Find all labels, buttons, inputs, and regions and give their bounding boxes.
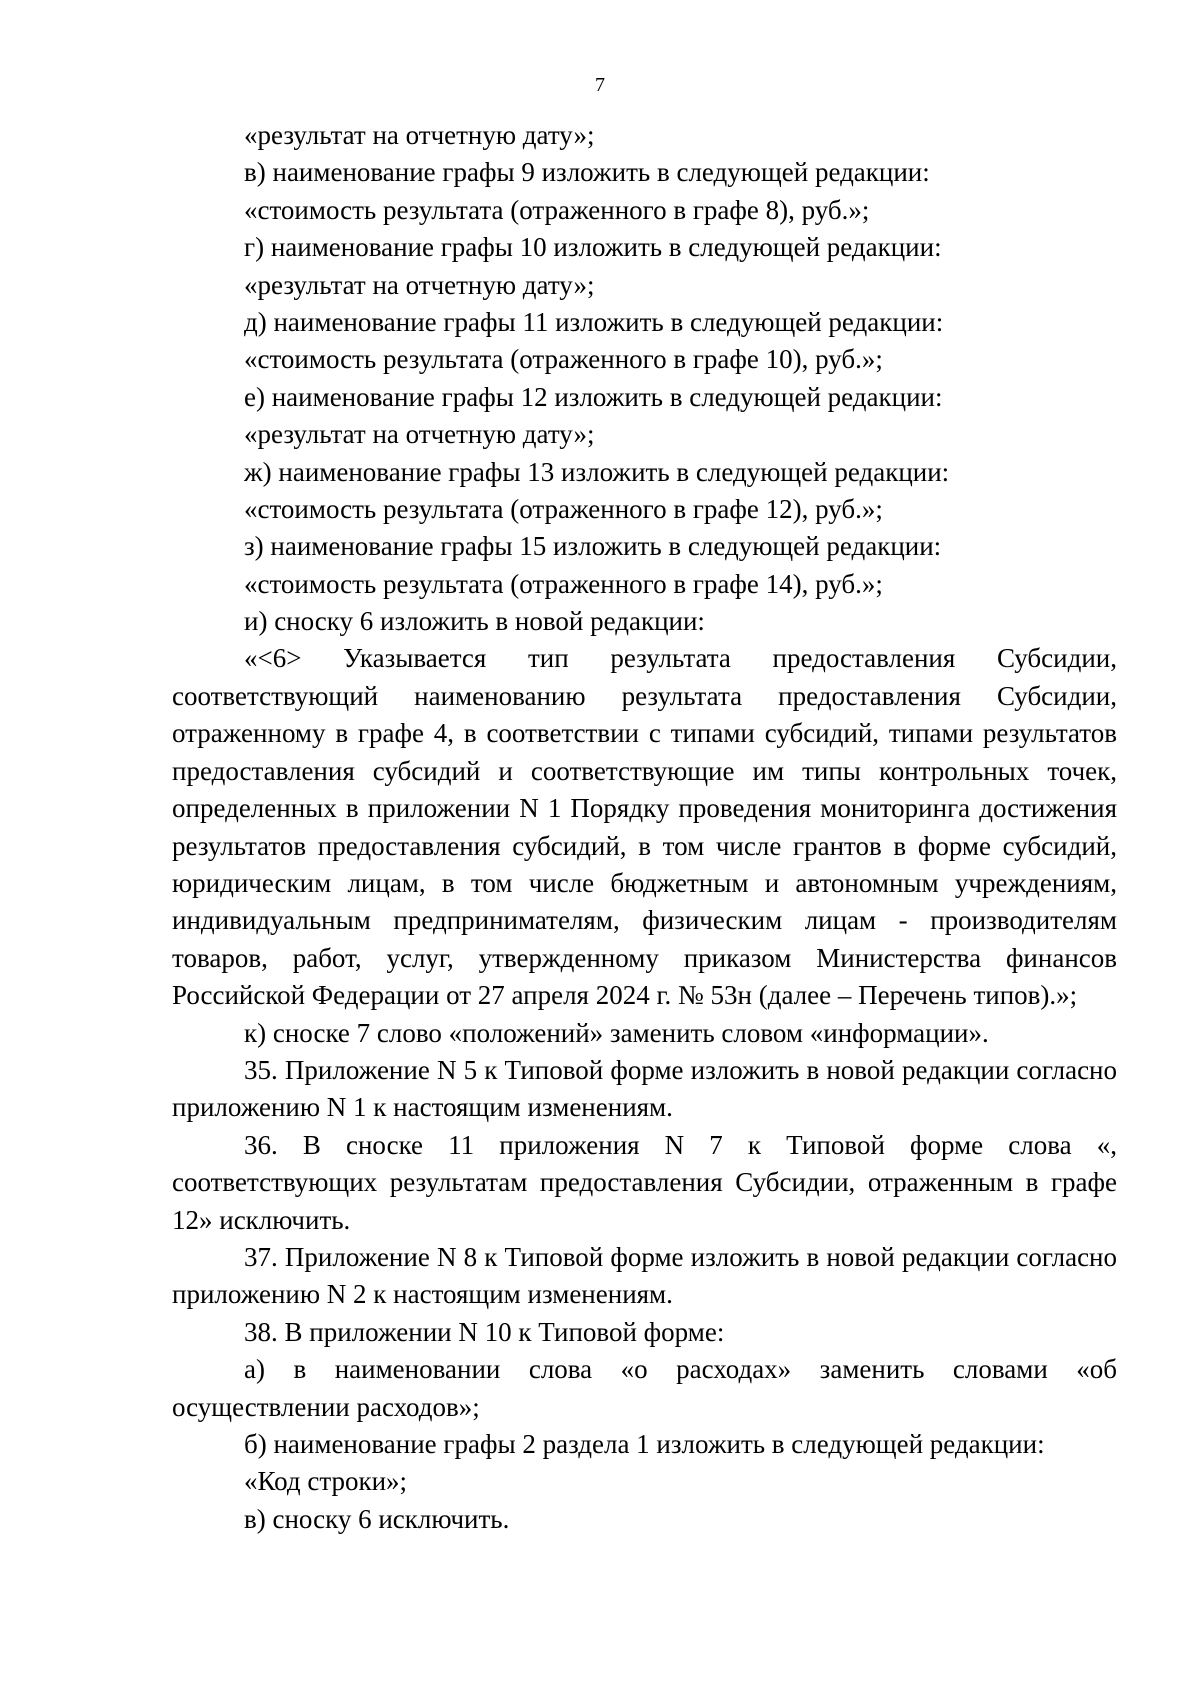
item-38-v-paragraph: в) сноску 6 исключить. [244,1503,510,1534]
item-38-paragraph: 38. В приложении N 10 к Типовой форме: [244,1316,725,1347]
item-35-paragraph: 35. Приложение N 5 к Типовой форме изложить в новой редакции согласно приложению N 1 к настоящим изменениям. [172,1054,1117,1123]
page-number: 7 [595,74,605,96]
text-line: е) наименование графы 12 изложить в следующей редакции: [244,381,943,412]
text-line: «стоимость результата (отраженного в графе 10), руб.»; [244,344,883,375]
text-line: «стоимость результата (отраженного в графе 8), руб.»; [244,194,870,225]
text-line: «результат на отчетную дату»; [244,120,595,150]
item-38-b-value: «Код строки»; [244,1466,408,1497]
text-line: г) наименование графы 10 изложить в следующей редакции: [244,232,942,263]
document-body [172,117,1117,1538]
item-38-b-paragraph: б) наименование графы 2 раздела 1 изложить в следующей редакции: [244,1429,1045,1459]
text-line: з) наименование графы 15 изложить в следующей редакции: [244,531,942,562]
text-line: в) наименование графы 9 изложить в следующей редакции: [244,157,930,188]
text-line: «результат на отчетную дату»; [244,269,595,300]
text-line: ж) наименование графы 13 изложить в следующей редакции: [244,456,950,487]
footnote-6-paragraph: «<6> Указывается тип результата предоставления Субсидии, соответствующий наименованию результата предоставления Субсидии, отраженному в графе 4, в соответствии с типами субсидий, типами результатов предоставления субсидий и соответствующие им типы контрольных точек, определенных в приложении N 1 Порядку проведения мониторинга достижения результатов предоставления субсидий, в том числе грантов в форме субсидий, юридическим лицам, в том числе бюджетным и автономным учреждениям, индивидуальным предпринимателям, физическим лицам - производителям товаров, работ, услуг, утвержденному приказом Министерства финансов Российской Федерации от 27 апреля 2024 г. № 53н (далее – Перечень типов).»; [172,643,1117,1011]
item-k-paragraph: к) сноске 7 слово «положений» заменить словом «информации». [244,1017,989,1048]
item-38-a-paragraph: а) в наименовании слова «о расходах» заменить словами «об осуществлении расходов»; [172,1354,1117,1422]
item-36-paragraph: 36. В сноске 11 приложения N 7 к Типовой форме слова «, соответствующих результатам предоставления Субсидии, отраженным в графе 12» исключить. [172,1129,1117,1235]
item-37-paragraph: 37. Приложение N 8 к Типовой форме изложить в новой редакции согласно приложению N 2 к настоящим изменениям. [172,1241,1117,1310]
text-line: д) наименование графы 11 изложить в следующей редакции: [244,306,944,337]
text-line: «стоимость результата (отраженного в графе 12), руб.»; [244,493,883,524]
text-line: «результат на отчетную дату»; [244,419,595,450]
text-line: и) сноску 6 изложить в новой редакции: [244,606,705,637]
text-line: «стоимость результата (отраженного в графе 14), руб.»; [244,568,883,599]
